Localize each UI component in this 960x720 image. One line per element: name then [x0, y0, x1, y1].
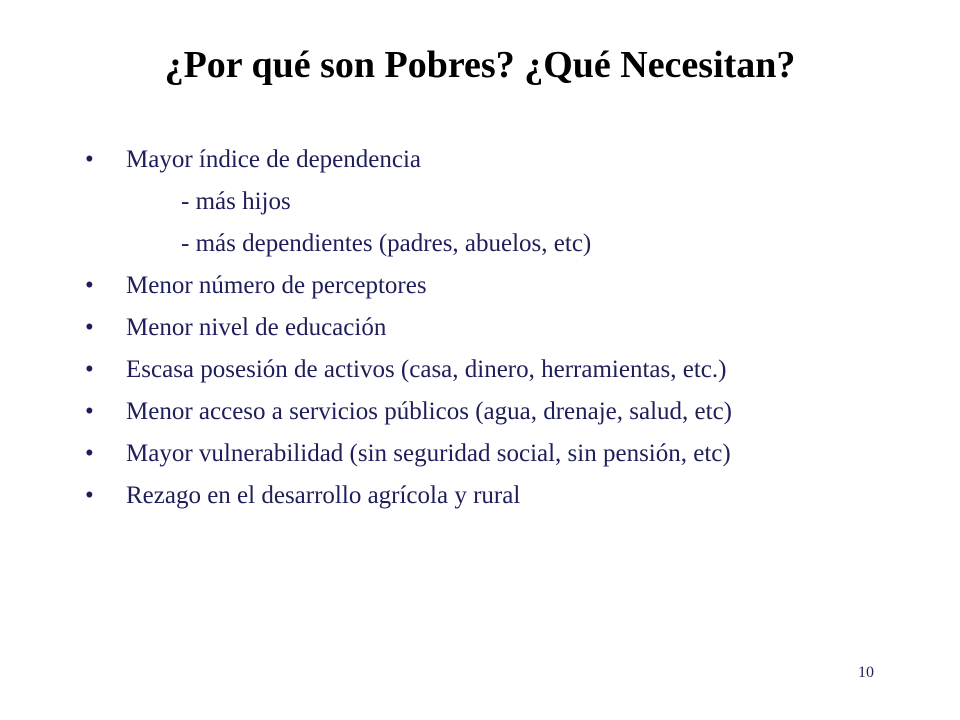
bullet-list [85, 143, 885, 521]
bullet-item [85, 479, 885, 512]
sub-item [85, 185, 885, 218]
bullet-text: Menor acceso a servicios públicos (agua, drenaje, salud, etc) [126, 398, 733, 425]
bullet-text: Rezago en el desarrollo agrícola y rural [126, 482, 521, 509]
bullet-item [85, 437, 885, 470]
slide-title: ¿Por qué son Pobres? ¿Qué Necesitan? [164, 44, 796, 86]
bullet-item [85, 353, 885, 386]
bullet-text: Escasa posesión de activos (casa, dinero, herramientas, etc.) [126, 356, 727, 383]
bullet-item [85, 311, 885, 344]
bullet-text: Menor número de perceptores [126, 272, 427, 299]
bullet-icon: • [85, 440, 94, 467]
bullet-text: Mayor vulnerabilidad (sin seguridad social, sin pensión, etc) [126, 440, 731, 467]
sub-item-text: - más hijos [181, 188, 291, 215]
page-number: 10 [858, 664, 874, 681]
bullet-item [85, 395, 885, 428]
bullet-text: Menor nivel de educación [126, 314, 387, 341]
bullet-icon: • [85, 356, 94, 383]
bullet-item [85, 143, 885, 176]
bullet-icon: • [85, 272, 94, 299]
bullet-icon: • [85, 482, 94, 509]
sub-item [85, 227, 885, 260]
bullet-icon: • [85, 146, 94, 173]
bullet-text: Mayor índice de dependencia [126, 146, 422, 173]
sub-item-text: - más dependientes (padres, abuelos, etc) [181, 230, 592, 257]
bullet-icon: • [85, 398, 94, 425]
bullet-icon: • [85, 314, 94, 341]
bullet-item [85, 269, 885, 302]
